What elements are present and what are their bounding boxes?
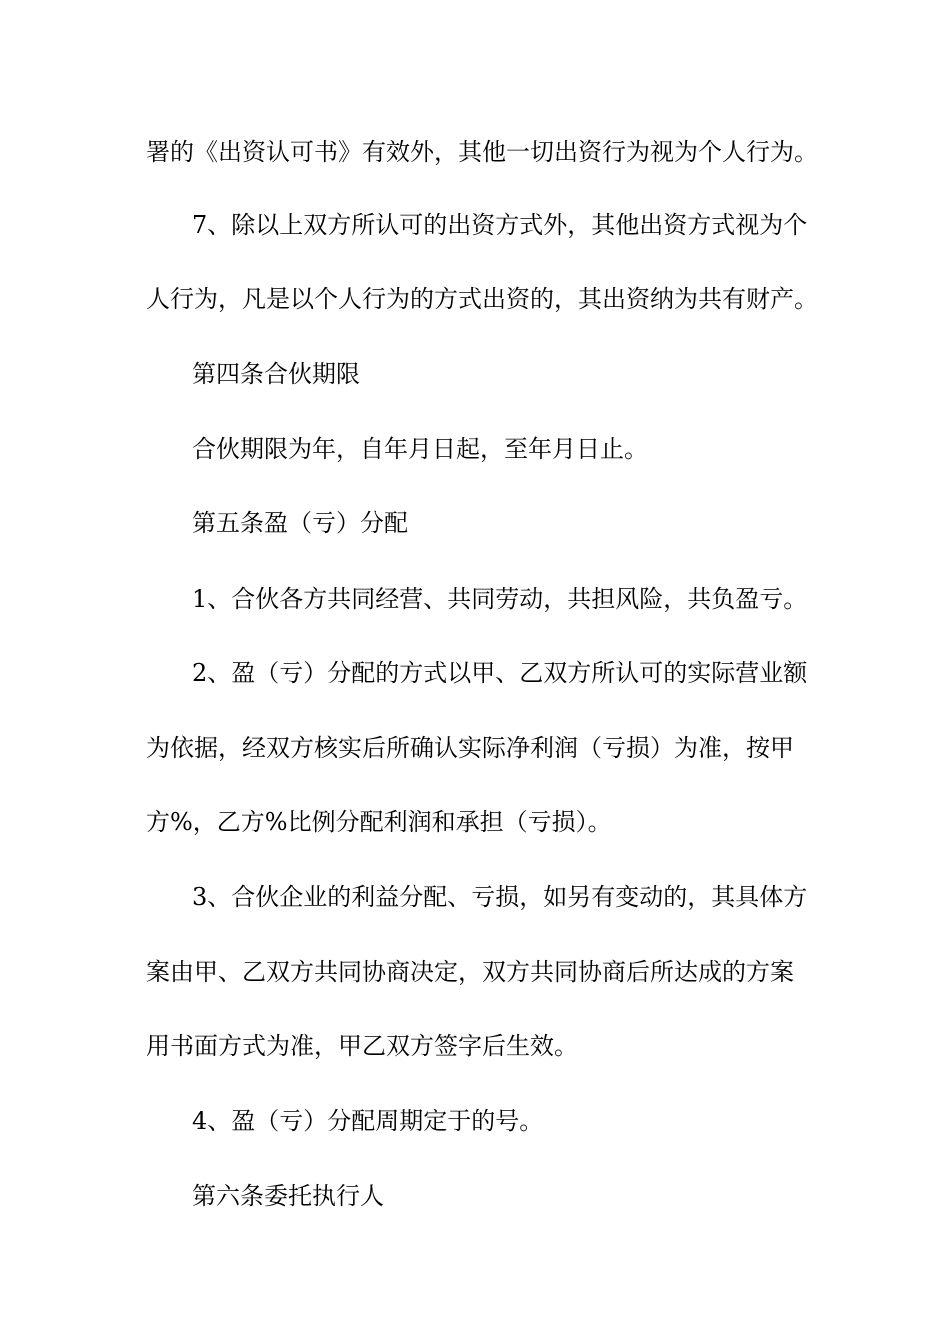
section-heading: 第六条委托执行人	[192, 1182, 384, 1210]
text-line: 4、盈（亏）分配周期定于的号。	[192, 1107, 544, 1135]
section-heading: 第四条合伙期限	[192, 360, 360, 388]
text-line: 署的《出资认可书》有效外，其他一切出资行为视为个人行为。	[146, 138, 818, 166]
text-line: 7、除以上双方所认可的出资方式外，其他出资方式视为个	[192, 211, 808, 239]
text-line: 2、盈（亏）分配的方式以甲、乙双方所认可的实际营业额	[192, 659, 808, 687]
text-line: 案由甲、乙双方共同协商决定，双方共同协商后所达成的方案	[146, 958, 794, 986]
text-line: 为依据，经双方核实后所确认实际净利润（亏损）为准，按甲	[146, 734, 794, 762]
text-line: 3、合伙企业的利益分配、亏损，如另有变动的，其具体方	[192, 883, 808, 911]
text-line: 1、合伙各方共同经营、共同劳动，共担风险，共负盈亏。	[192, 585, 808, 613]
text-line: 用书面方式为准，甲乙双方签字后生效。	[146, 1032, 578, 1060]
text-line: 人行为，凡是以个人行为的方式出资的，其出资纳为共有财产。	[146, 285, 818, 313]
text-line: 合伙期限为年，自年月日起，至年月日止。	[192, 435, 648, 463]
section-heading: 第五条盈（亏）分配	[192, 509, 408, 537]
text-line: 方%，乙方%比例分配利润和承担（亏损）。	[146, 808, 612, 836]
